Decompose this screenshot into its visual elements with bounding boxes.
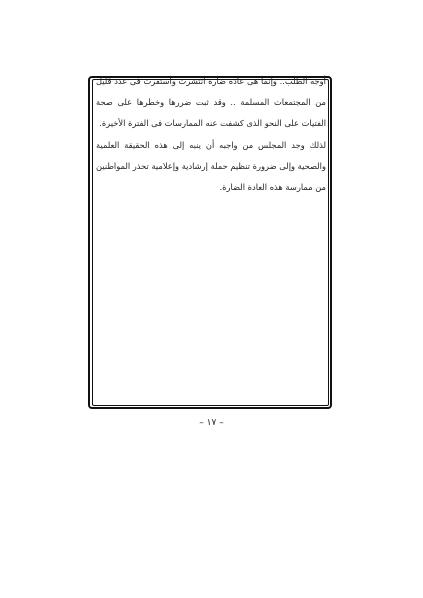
paragraph-1: أوجه الطلب.. وإنما هى عادة ضارة انتشرت واستقرت فى عدد قليل من المجتمعات المسلمة .. وقد ثبت ضررها وخطرها على صحة الفتيات على النحو الذى كشفت عنه الممارسات فى الفترة الأخيرة. bbox=[96, 76, 326, 128]
paragraph-2: لذلك وجد المجلس من واجبه أن ينبه إلى هذه الحقيقة العلمية والصحية وإلى ضرورة تنظيم حملة إرشادية وإعلامية تحذر المواطنين من ممارسة هذه العادة الضارة. bbox=[96, 140, 326, 192]
page-number: – ١٧ – bbox=[199, 418, 224, 428]
body-text bbox=[96, 71, 326, 198]
